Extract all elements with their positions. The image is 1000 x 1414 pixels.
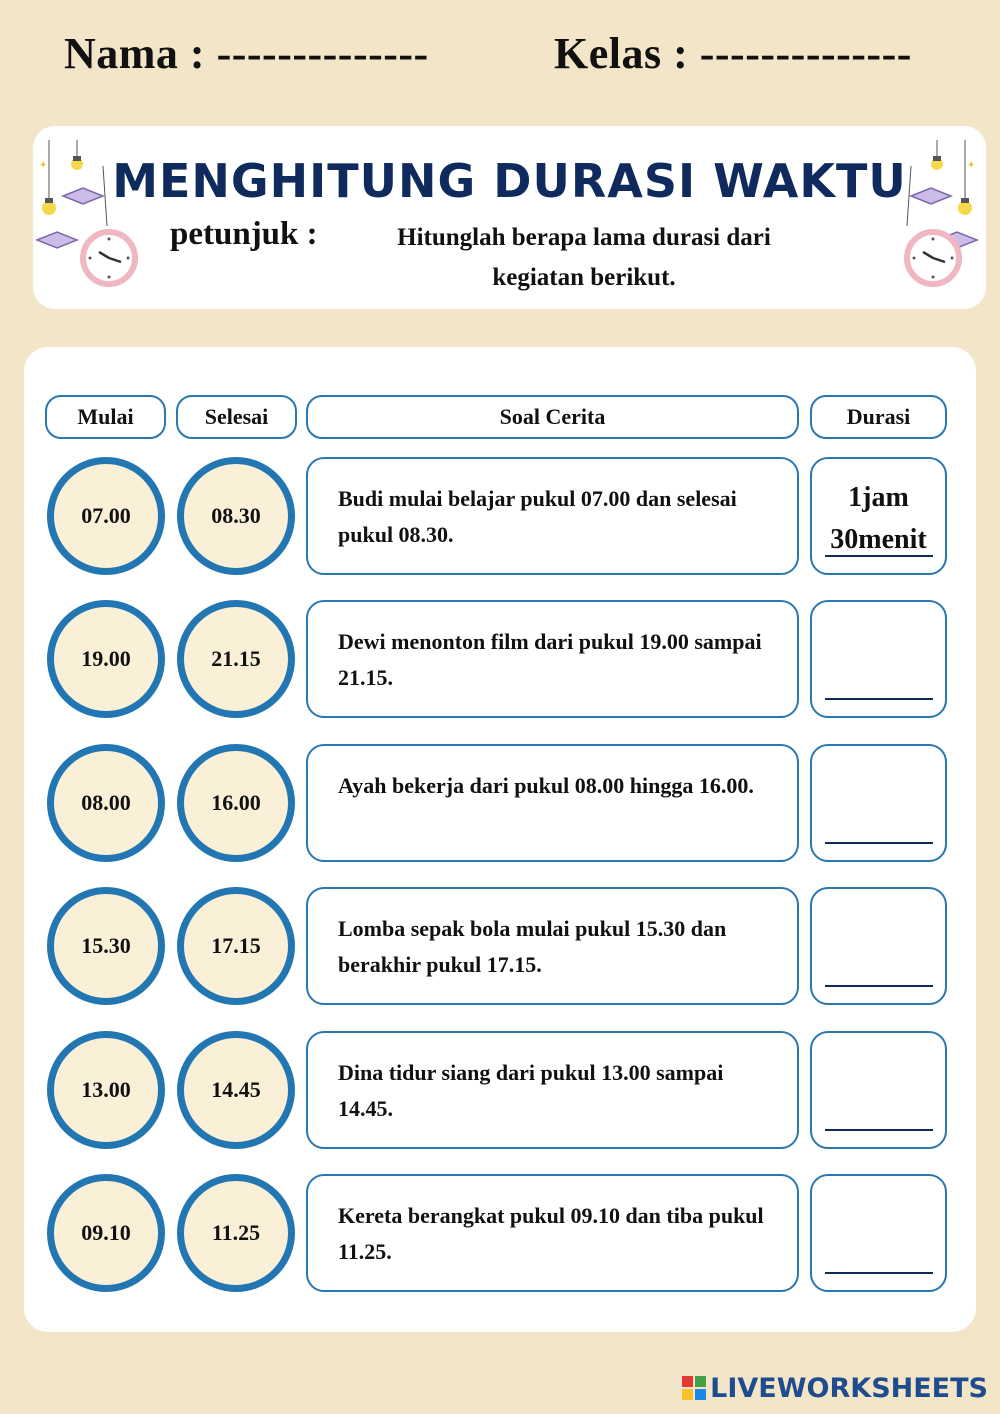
answer-underline — [825, 555, 933, 557]
duration-answer-box[interactable] — [810, 457, 947, 575]
end-time-circle: 14.45 — [177, 1031, 295, 1149]
start-time-circle: 19.00 — [47, 600, 165, 718]
liveworksheets-logo-text: LIVEWORKSHEETS — [710, 1372, 988, 1404]
story-text-box: Dina tidur siang dari pukul 13.00 sampai 14.45. — [306, 1031, 799, 1149]
answer-underline — [825, 698, 933, 700]
duration-answer-box[interactable] — [810, 1031, 947, 1149]
name-field-label: Nama : -------------- — [64, 29, 429, 78]
duration-answer-text: 1jam 30menit — [830, 482, 927, 555]
liveworksheets-logo-icon — [682, 1376, 706, 1400]
column-header-end: Selesai — [176, 395, 297, 439]
svg-text:✦: ✦ — [39, 160, 48, 171]
end-time-circle: 17.15 — [177, 887, 295, 1005]
story-text-box: Dewi menonton film dari pukul 19.00 sampai 21.15. — [306, 600, 799, 718]
column-header-story: Soal Cerita — [306, 395, 799, 439]
story-text-box: Budi mulai belajar pukul 07.00 dan selesai pukul 08.30. — [306, 457, 799, 575]
story-text-box: Ayah bekerja dari pukul 08.00 hingga 16.00. — [306, 744, 799, 862]
liveworksheets-logo — [682, 1370, 988, 1406]
end-time-circle: 16.00 — [177, 744, 295, 862]
answer-underline — [825, 842, 933, 844]
story-text-box: Lomba sepak bola mulai pukul 15.30 dan berakhir pukul 17.15. — [306, 887, 799, 1005]
duration-answer-box[interactable] — [810, 744, 947, 862]
start-time-circle: 13.00 — [47, 1031, 165, 1149]
instruction-text: Hitunglah berapa lama durasi dari kegiatan berikut. — [397, 224, 771, 291]
duration-answer-box[interactable] — [810, 600, 947, 718]
answer-underline — [825, 1129, 933, 1131]
column-header-duration: Durasi — [810, 395, 947, 439]
start-time-circle: 07.00 — [47, 457, 165, 575]
duration-answer-box[interactable] — [810, 1174, 947, 1292]
end-time-circle: 08.30 — [177, 457, 295, 575]
duration-answer-box[interactable] — [810, 887, 947, 1005]
start-time-circle: 08.00 — [47, 744, 165, 862]
worksheet-title: MENGHITUNG DURASI WAKTU — [112, 154, 907, 208]
end-time-circle: 11.25 — [177, 1174, 295, 1292]
answer-underline — [825, 1272, 933, 1274]
class-field-label: Kelas : -------------- — [554, 29, 912, 78]
start-time-circle: 15.30 — [47, 887, 165, 1005]
title-card — [33, 126, 986, 309]
instruction-label: petunjuk : — [170, 216, 318, 252]
story-text-box: Kereta berangkat pukul 09.10 dan tiba pukul 11.25. — [306, 1174, 799, 1292]
start-time-circle: 09.10 — [47, 1174, 165, 1292]
column-header-start: Mulai — [45, 395, 166, 439]
answer-underline — [825, 985, 933, 987]
svg-text:✦: ✦ — [967, 160, 976, 171]
end-time-circle: 21.15 — [177, 600, 295, 718]
